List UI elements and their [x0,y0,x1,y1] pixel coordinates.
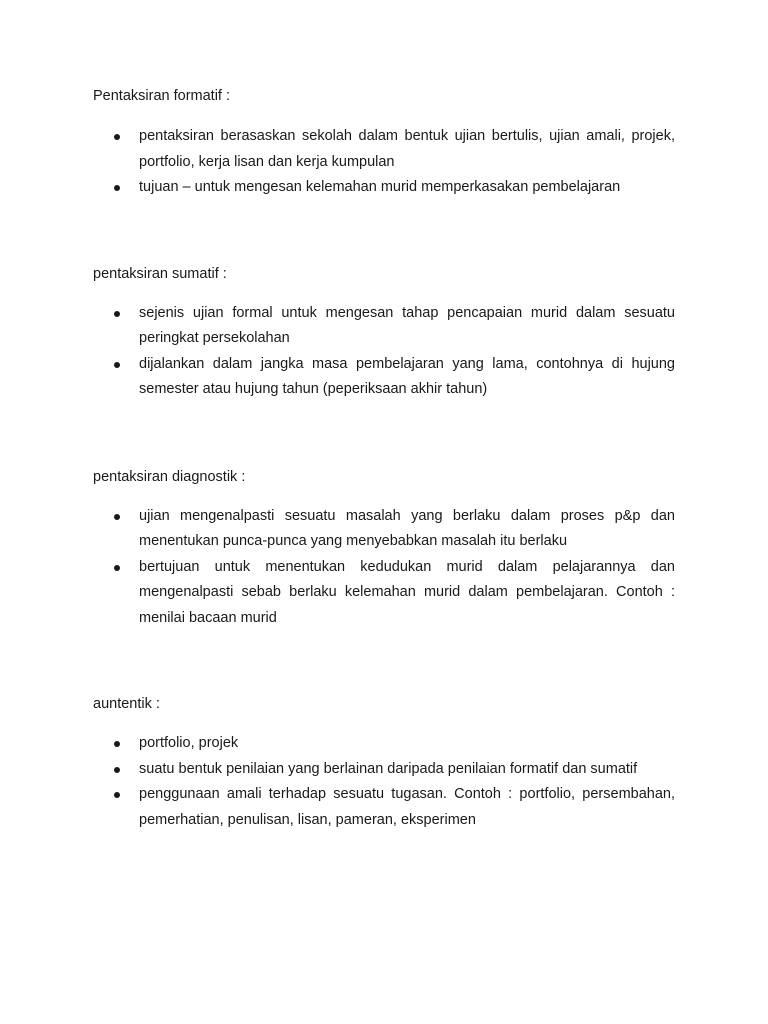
list-item-text: bertujuan untuk menentukan kedudukan murid dalam pelajarannya dan mengenalpasti sebab berlaku kelemahan murid dalam pembelajaran. Contoh : menilai bacaan murid [139,558,675,626]
list-item-text: suatu bentuk penilaian yang berlainan daripada penilaian formatif dan sumatif [139,760,638,777]
list-item-text: ujian mengenalpasti sesuatu masalah yang berlaku dalam proses p&p dan menentukan punca-punca yang menyebabkan masalah itu berlaku [139,507,675,549]
list-item [93,782,675,833]
bullet-list [93,124,675,201]
bullet-icon [114,767,120,773]
bullet-list [93,504,675,632]
list-item [93,124,675,175]
section-heading: pentaksiran sumatif : [93,265,227,282]
list-item [93,731,675,757]
list-item-text: pentaksiran berasaskan sekolah dalam bentuk ujian bertulis, ujian amali, projek, portfolio, kerja lisan dan kerja kumpulan [139,128,675,170]
list-item-text: tujuan – untuk mengesan kelemahan murid memperkasakan pembelajaran [139,179,621,195]
bullet-icon [114,134,120,140]
list-item [93,301,675,352]
section-sumatif [93,264,675,403]
bullet-icon [114,741,120,747]
bullet-list [93,731,675,833]
section-heading: pentaksiran diagnostik : [93,468,246,485]
list-item-text: portfolio, projek [139,735,239,751]
list-item [93,555,675,632]
section-auntentik [93,694,675,833]
section-diagnostik [93,467,675,632]
list-item [93,757,675,783]
bullet-icon [114,311,120,317]
list-item [93,175,675,201]
bullet-icon [114,185,120,191]
section-heading: auntentik : [93,696,160,712]
section-heading: Pentaksiran formatif : [93,88,230,104]
list-item [93,352,675,403]
list-item [93,504,675,555]
bullet-icon [114,362,120,368]
section-formatif [93,86,675,201]
bullet-list [93,301,675,403]
bullet-icon [114,792,120,798]
list-item-text: penggunaan amali terhadap sesuatu tugasan. Contoh : portfolio, persembahan, pemerhatian, penulisan, lisan, pameran, eksperimen [139,786,675,828]
bullet-icon [114,514,120,520]
bullet-icon [114,565,120,571]
list-item-text: sejenis ujian formal untuk mengesan tahap pencapaian murid dalam sesuatu peringkat persekolahan [139,304,675,346]
list-item-text: dijalankan dalam jangka masa pembelajaran yang lama, contohnya di hujung semester atau hujung tahun (peperiksaan akhir tahun) [139,355,675,397]
document-page [93,86,675,833]
